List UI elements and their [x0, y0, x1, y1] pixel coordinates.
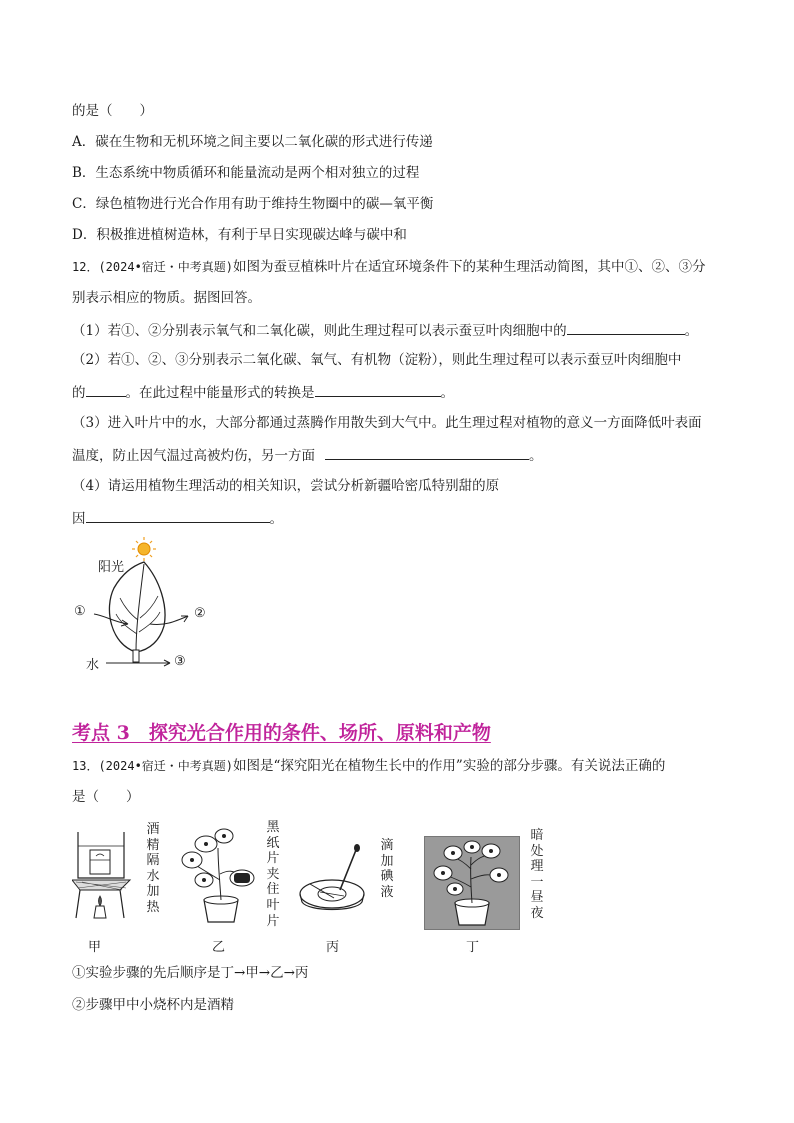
q12-part4-blank[interactable] — [86, 508, 270, 523]
q13-statement-2: ②步骤甲中小烧杯内是酒精 — [72, 997, 234, 1013]
q12-part2-blank2[interactable] — [315, 382, 441, 397]
step-ding-label: 丁 — [466, 940, 480, 955]
q12-part2-b: 。在此过程中能量形式的转换是 — [125, 385, 315, 401]
water-bath-diagram — [72, 826, 142, 921]
q12-number: 12．(2024•宿迁・中考真题) — [72, 260, 234, 274]
q12-part2-end: 。 — [440, 385, 454, 401]
q13-stem-line1 — [72, 757, 665, 775]
water-label: 水 — [86, 658, 100, 673]
step-ding-note: 暗处理一昼夜 — [530, 828, 544, 921]
step-bing-label: 丙 — [326, 940, 340, 955]
step-ding-figure — [424, 836, 520, 930]
q12-part1-text: （1）若①、②分别表示氧气和二氧化碳，则此生理过程可以表示蚕豆叶肉细胞中的 — [72, 323, 567, 339]
label-2: ② — [194, 606, 206, 621]
q12-part2-a: 的 — [72, 385, 86, 401]
q13-stem-line2: 是（ ） — [72, 789, 140, 805]
section-title: 考点 3 探究光合作用的条件、场所、原料和产物 — [72, 722, 491, 744]
iodine-dish-diagram — [296, 842, 376, 922]
step-bing-note: 滴加碘液 — [380, 838, 394, 900]
step-yi-label: 乙 — [212, 940, 226, 955]
step-jia-figure — [72, 826, 142, 921]
leaf-midrib — [136, 564, 144, 652]
step-jia-label: 甲 — [88, 940, 102, 955]
q12-part1-blank[interactable] — [567, 320, 685, 335]
q11-stem-end: 的是（ ） — [72, 103, 153, 119]
q12-part4-text: 因 — [72, 511, 86, 527]
leaf-outline — [109, 562, 165, 652]
q11-option-d: D．积极推进植树造林，有利于早日实现碳达峰与碳中和 — [72, 227, 407, 243]
q12-part4-end: 。 — [269, 511, 283, 527]
q12-part4-line1: （4）请运用植物生理活动的相关知识，尝试分析新疆哈密瓜特别甜的原 — [72, 478, 500, 494]
plant-paper-diagram — [176, 824, 258, 924]
arrow-out — [150, 616, 188, 625]
q12-part3-line2 — [72, 445, 543, 465]
q13-number: 13．(2024•宿迁・中考真题) — [72, 759, 234, 773]
q12-stem-line2: 别表示相应的物质。据图回答。 — [72, 290, 261, 306]
leaf-figure — [70, 536, 220, 676]
q13-statement-1: ①实验步骤的先后顺序是丁→甲→乙→丙 — [72, 965, 309, 981]
q12-part2-blank1[interactable] — [86, 382, 126, 397]
q12-part1-end: 。 — [684, 323, 699, 339]
sunlight-label: 阳光 — [98, 560, 125, 575]
step-bing-figure — [296, 842, 376, 922]
q12-stem-text: 如图为蚕豆植株叶片在适宜环境条件下的某种生理活动简图，其中①、②、③分 — [233, 259, 706, 275]
q11-option-b: B．生态系统中物质循环和能量流动是两个相对独立的过程 — [72, 165, 420, 181]
q13-stem-text: 如图是“探究阳光在植物生长中的作用”实验的部分步骤。有关说法正确的 — [233, 758, 666, 774]
q12-part3-text: 温度，防止因气温过高被灼伤，另一方面 — [72, 448, 315, 464]
label-3: ③ — [174, 654, 186, 669]
q11-option-a: A．碳在生物和无机环境之间主要以二氧化碳的形式进行传递 — [72, 134, 433, 150]
q12-part3-line1: （3）进入叶片中的水，大部分都通过蒸腾作用散失到大气中。此生理过程对植物的意义一方面降低叶表面 — [72, 415, 702, 431]
step-jia-note: 酒精隔水加热 — [146, 822, 160, 915]
step-yi-figure — [176, 824, 258, 924]
label-1: ① — [74, 604, 86, 619]
sun-icon — [132, 537, 156, 561]
q11-option-c: C．绿色植物进行光合作用有助于维持生物圈中的碳—氧平衡 — [72, 196, 434, 212]
q12-stem-line1 — [72, 258, 706, 276]
dark-plant-diagram — [425, 837, 519, 929]
petiole — [133, 650, 139, 662]
q12-part1 — [72, 320, 698, 340]
q12-part3-blank[interactable] — [325, 445, 529, 460]
q12-part3-end: 。 — [529, 448, 543, 464]
q12-part4-line2 — [72, 508, 283, 528]
q12-part2-line1: （2）若①、②、③分别表示二氧化碳、氧气、有机物（淀粉），则此生理过程可以表示蚕豆叶肉细胞中 — [72, 352, 682, 368]
q12-part2-line2 — [72, 382, 454, 402]
step-yi-note: 黑纸片夹住叶片 — [266, 820, 280, 929]
